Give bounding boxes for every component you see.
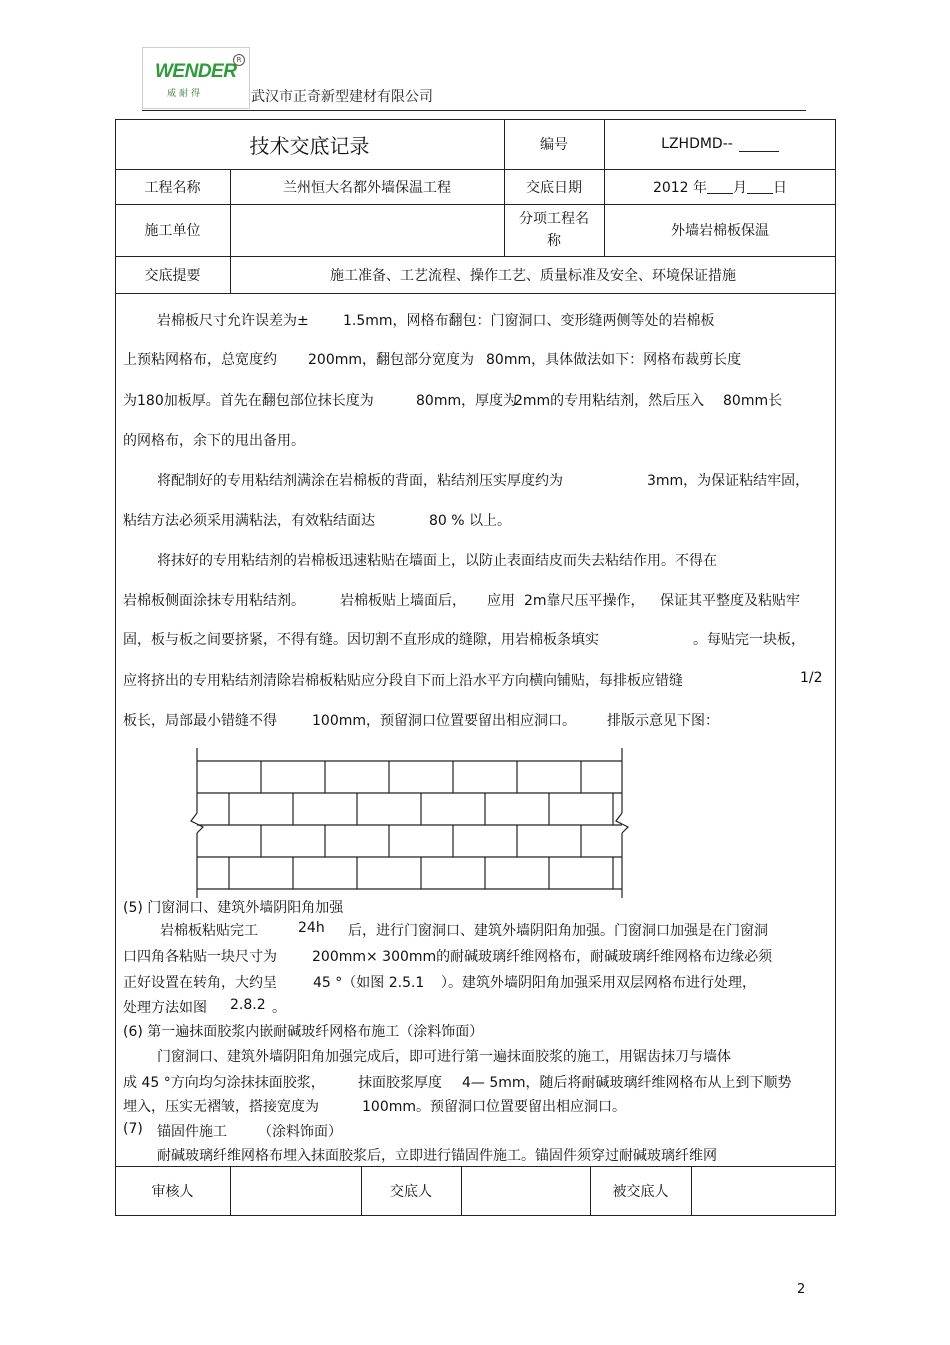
row-divider — [115, 293, 836, 294]
number-field[interactable] — [604, 119, 836, 169]
reviewer-signature[interactable] — [230, 1166, 361, 1216]
company-name: 武汉市正奇新型建材有限公司 — [251, 89, 433, 105]
reviewer-label: 审核人 — [151, 1184, 194, 1200]
board-layout-diagram — [185, 745, 635, 900]
date-day: 日 — [773, 179, 788, 196]
number-blank — [739, 137, 779, 152]
receiver-label: 被交底人 — [612, 1184, 669, 1200]
receiver-signature[interactable] — [691, 1166, 836, 1216]
form-title: 技术交底记录 — [249, 133, 370, 158]
discloser-signature[interactable] — [461, 1166, 590, 1216]
company-logo — [142, 47, 250, 109]
project-value: 兰州恒大名都外墙保温工程 — [283, 179, 451, 196]
logo-wordmark: WENDER — [155, 61, 237, 82]
summary-value: 施工准备、工艺流程、操作工艺、质量标准及安全、环境保证措施 — [330, 267, 736, 284]
date-field[interactable] — [604, 169, 836, 204]
month-blank — [707, 179, 733, 194]
number-value: LZHDMD-- — [661, 136, 733, 152]
date-month: 月 — [733, 179, 748, 196]
logo-chinese-name: 威耐得 — [167, 89, 204, 99]
subproject-label — [504, 204, 604, 256]
number-label: 编号 — [540, 137, 568, 153]
subproject-label-line2: 称 — [547, 233, 561, 249]
date-year: 2012 年 — [652, 179, 708, 196]
page-number: 2 — [797, 1282, 806, 1297]
registered-mark: R — [233, 54, 245, 66]
date-label: 交底日期 — [526, 179, 582, 196]
unit-label: 施工单位 — [144, 223, 201, 239]
unit-value[interactable] — [230, 204, 504, 256]
subproject-label-line1: 分项工程名 — [519, 211, 589, 227]
day-blank — [747, 179, 773, 194]
subproject-value: 外墙岩棉板保温 — [671, 223, 769, 239]
summary-label: 交底提要 — [144, 267, 201, 284]
project-label: 工程名称 — [144, 179, 201, 196]
discloser-label: 交底人 — [390, 1184, 432, 1200]
header-divider — [142, 110, 806, 111]
